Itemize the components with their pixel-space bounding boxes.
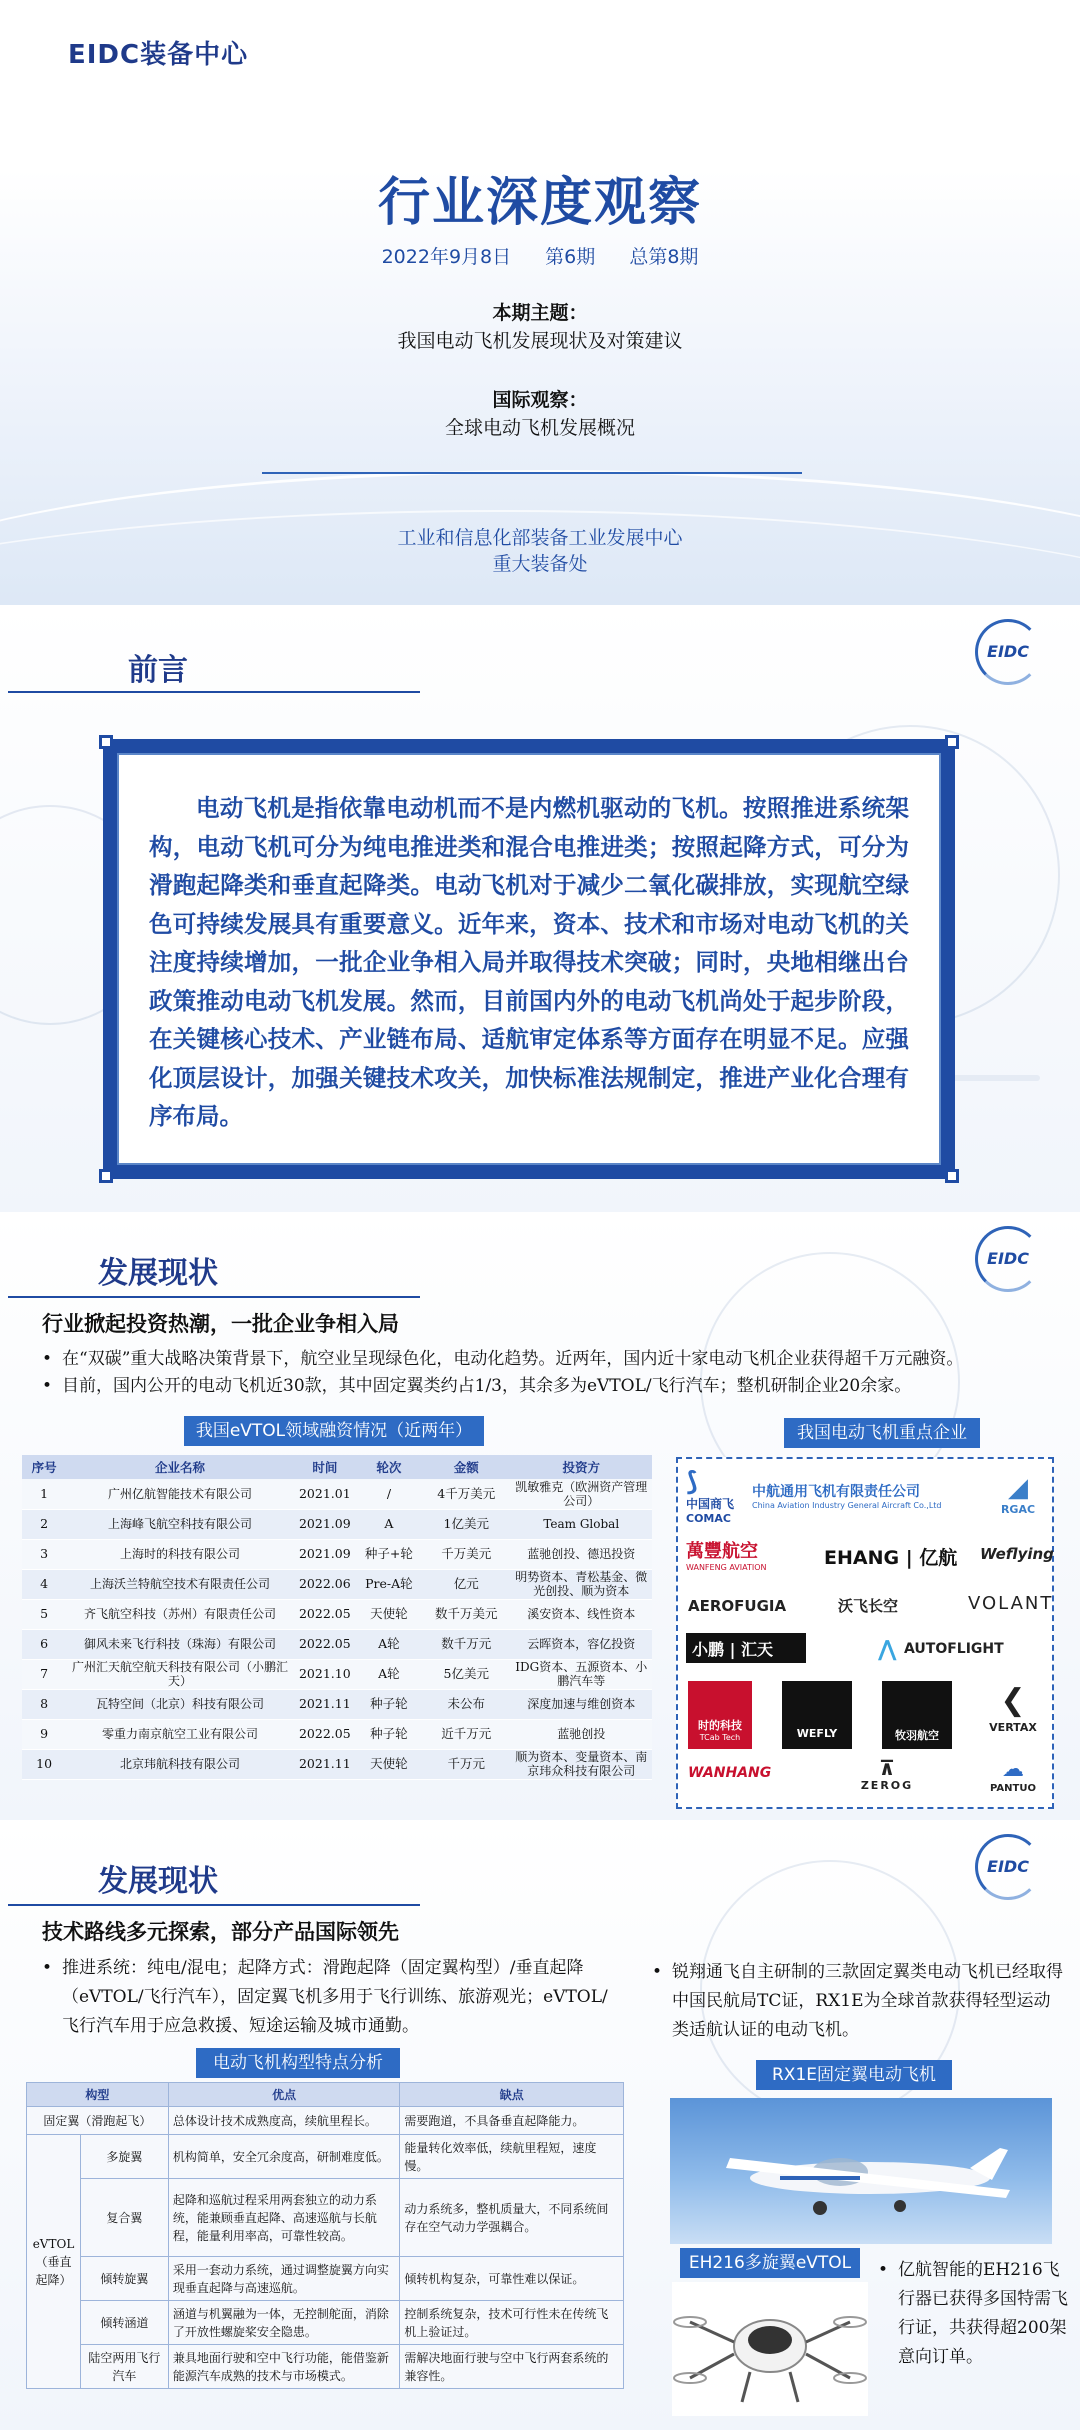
config-con: 动力系统多，整机质量大，不同系统间存在空气动力学强耦合。	[400, 2179, 624, 2257]
drone-icon	[672, 2282, 868, 2416]
table-cell: 瓦特空间（北京）科技有限公司	[66, 1689, 294, 1719]
rx1e-photo	[670, 2098, 1052, 2244]
box-corner	[945, 735, 959, 749]
table-row	[22, 1509, 652, 1539]
volant-cn-logo: 沃飞长空	[838, 1597, 899, 1615]
xpeng-aeroht-logo: 小鹏 | 汇天	[686, 1633, 806, 1663]
table-cell: 8	[22, 1689, 66, 1719]
table-row	[22, 1719, 652, 1749]
table-cell: 1亿美元	[422, 1509, 510, 1539]
zerog-mark-icon: ⊼	[878, 1756, 896, 1780]
table-cell: 2021.11	[294, 1689, 356, 1719]
table-cell: 亿元	[422, 1569, 510, 1599]
table-row	[27, 2107, 624, 2135]
evtol-group-label: eVTOL（垂直起降）	[27, 2135, 81, 2389]
table-cell: 1	[22, 1479, 66, 1509]
config-pro: 兼具地面行驶和空中飞行功能，能借鉴新能源汽车成熟的技术与市场模式。	[168, 2345, 400, 2389]
preface-text: 电动飞机是指依靠电动机而不是内燃机驱动的飞机。按照推进系统架构，电动飞机可分为纯电推进类和混合电推进类；按照起降方式，可分为滑跑起降类和垂直起降类。电动飞机对于减少二氧化碳排放，实现航空绿色可持续发展具有重要意义。近年来，资本、技术和市场对电动飞机的关注度持续增加，一批企业争相入局并取得技术突破；同时，央地相继出台政策推动电动飞机发展。然而，目前国内外的电动飞机尚处于起步阶段，在关键核心技术、产业链布局、适航审定体系等方面存在明显不足。应强化顶层设计，加强关键技术攻关，加快标准法规制定，推进产业化合理有序布局。	[149, 794, 909, 1130]
table-row	[22, 1479, 652, 1509]
table-cell: 2022.05	[294, 1599, 356, 1629]
bullet-item: • 在“双碳”重大战略决策背景下，航空业呈现绿色化，电动化趋势。近两年，国内近十家电动飞机企业获得超千万元融资。	[42, 1346, 1062, 1373]
config-con: 需解决地面行驶与空中飞行两套系统的兼容性。	[400, 2345, 624, 2389]
config-pro: 起降和巡航过程采用两套独立的动力系统，能兼顾垂直起降、高速巡航与长航程，能量利用率高，可靠性较高。	[168, 2179, 400, 2257]
box-corner	[99, 1169, 113, 1183]
table-cell: 4千万美元	[422, 1479, 510, 1509]
table-cell: 千万美元	[422, 1539, 510, 1569]
config-name: 倾转旋翼	[80, 2257, 168, 2301]
table-cell: 5	[22, 1599, 66, 1629]
issue-meta	[0, 242, 1080, 269]
heading-underline	[8, 1296, 420, 1298]
table-row	[22, 1629, 652, 1659]
config-name: 多旋翼	[80, 2135, 168, 2179]
table-cell: Team Global	[510, 1509, 652, 1539]
table-row	[27, 2301, 624, 2345]
table-cell: 2021.10	[294, 1659, 356, 1689]
config-pro: 机构简单，安全冗余度高，研制难度低。	[168, 2135, 400, 2179]
cover-section	[0, 0, 1080, 605]
config-con: 控制系统复杂，技术可行性未在传统飞机上验证过。	[400, 2301, 624, 2345]
column-header: 企业名称	[66, 1455, 294, 1479]
ehang-logo: EHANG | 亿航	[824, 1547, 958, 1569]
section-heading: 前言	[128, 653, 188, 688]
table-row	[22, 1599, 652, 1629]
bullet-item: • 推进系统：纯电/混电；起降方式：滑跑起降（固定翼构型）/垂直起降（eVTOL/飞行汽车），固定翼飞机多用于飞行训练、旅游观光；eVTOL/飞行汽车用于应急救援、短途运输及城市通勤。	[42, 1954, 624, 2041]
intl-label: 国际观察：	[492, 389, 588, 411]
total-issue-number: 总第8期	[629, 246, 699, 268]
bullet-list	[652, 1958, 1064, 2045]
divider	[262, 472, 802, 474]
wanfeng-logo: 萬豐航空 WANFENG AVIATION	[686, 1541, 767, 1572]
table-cell: 明势资本、青松基金、微光创投、顺为资本	[510, 1569, 652, 1599]
table-cell: 2022.05	[294, 1629, 356, 1659]
brand-label: EIDC装备中心	[68, 40, 249, 70]
preface-box	[103, 739, 955, 1179]
table-row	[22, 1659, 652, 1689]
table-row	[27, 2345, 624, 2389]
table-header-row	[27, 2083, 624, 2107]
table-cell: 种子+轮	[356, 1539, 422, 1569]
comac-logo: ⟆ 中国商飞 COMAC	[686, 1469, 746, 1525]
status-section-1	[0, 1212, 1080, 1820]
column-header: 投资方	[510, 1455, 652, 1479]
intl-value: 全球电动飞机发展概况	[444, 417, 635, 439]
table-cell: 7	[22, 1659, 66, 1689]
column-header: 缺点	[400, 2083, 624, 2107]
table-cell: 凯敏雅克（欧洲资产管理公司）	[510, 1479, 652, 1509]
aerofugia-logo: AEROFUGIA	[688, 1597, 787, 1615]
table-cell: 广州汇天航空航天科技有限公司（小鹏汇天）	[66, 1659, 294, 1689]
config-name: 固定翼（滑跑起飞）	[27, 2107, 169, 2135]
zerog-logo: ⊼ ZEROG	[842, 1757, 932, 1792]
column-header: 序号	[22, 1455, 66, 1479]
eh216-photo	[672, 2282, 868, 2416]
section-subtitle: 行业掀起投资热潮，一批企业争相入局	[42, 1312, 399, 1336]
eidc-logo: EIDC	[975, 1834, 1041, 1900]
column-header: 金额	[422, 1455, 510, 1479]
table-cell: 云晖资本，容亿投资	[510, 1629, 652, 1659]
config-name: 倾转涵道	[80, 2301, 168, 2345]
table-cell: 4	[22, 1569, 66, 1599]
table-caption: 电动飞机构型特点分析	[196, 2048, 400, 2078]
table-cell: 深度加速与维创资本	[510, 1689, 652, 1719]
status-section-2	[0, 1820, 1080, 2430]
heading-underline	[8, 1904, 420, 1906]
table-cell: 近千万元	[422, 1719, 510, 1749]
table-cell: 天使轮	[356, 1599, 422, 1629]
logos-caption: 我国电动飞机重点企业	[784, 1418, 980, 1448]
rgac-mark-icon: ◢	[1008, 1473, 1028, 1503]
avic-ga-logo: 中航通用飞机有限责任公司 China Aviation Industry General Aircraft Co.,Ltd	[752, 1484, 942, 1510]
table-cell: IDG资本、五源资本、小鹏汽车等	[510, 1659, 652, 1689]
table-cell: 蓝驰创投	[510, 1719, 652, 1749]
issue-date: 2022年9月8日	[381, 246, 512, 268]
bullet-item: • 亿航智能的EH216飞行器已获得多国特需飞行证，共获得超200架意向订单。	[878, 2256, 1068, 2372]
table-cell: 10	[22, 1749, 66, 1779]
table-cell: 广州亿航智能技术有限公司	[66, 1479, 294, 1509]
pantuo-logo: ☁ PANTUO	[978, 1757, 1048, 1794]
table-cell: 零重力南京航空工业有限公司	[66, 1719, 294, 1749]
table-cell: 御风未来飞行科技（珠海）有限公司	[66, 1629, 294, 1659]
table-cell: 顺为资本、变量资本、南京玮众科技有限公司	[510, 1749, 652, 1779]
autoflight-logo: AUTOFLIGHT	[904, 1641, 1004, 1657]
table-cell: 2021.09	[294, 1539, 356, 1569]
table-cell: 2021.11	[294, 1749, 356, 1779]
table-row	[27, 2179, 624, 2257]
org-name: 工业和信息化部装备工业发展中心	[397, 527, 683, 549]
table-cell: 齐飞航空科技（苏州）有限责任公司	[66, 1599, 294, 1629]
table-cell: 天使轮	[356, 1749, 422, 1779]
config-pro: 总体设计技术成熟度高，续航里程长。	[168, 2107, 400, 2135]
table-row	[22, 1749, 652, 1779]
config-pro: 采用一套动力系统，通过调整旋翼方向实现垂直起降与高速巡航。	[168, 2257, 400, 2301]
config-pro: 涵道与机翼融为一体，无控制舵面，消除了开放性螺旋桨安全隐患。	[168, 2301, 400, 2345]
table-body	[22, 1479, 652, 1779]
config-name: 陆空两用飞行汽车	[80, 2345, 168, 2389]
wefly-logo: WEFLY	[782, 1681, 852, 1749]
table-row	[27, 2257, 624, 2301]
bullet-list	[42, 1954, 624, 2041]
table-cell: 上海峰飞航空科技有限公司	[66, 1509, 294, 1539]
section-heading: 发展现状	[98, 1256, 218, 1291]
table-cell: 种子轮	[356, 1689, 422, 1719]
table-cell: 6	[22, 1629, 66, 1659]
airplane-icon	[670, 2098, 1052, 2244]
table-cell: 3	[22, 1539, 66, 1569]
table-row	[22, 1569, 652, 1599]
config-con: 能量转化效率低，续航里程短，速度慢。	[400, 2135, 624, 2179]
eidc-logo: EIDC	[975, 619, 1041, 685]
table-cell: 数千万元	[422, 1629, 510, 1659]
table-row	[22, 1689, 652, 1719]
box-corner	[945, 1169, 959, 1183]
table-cell: 9	[22, 1719, 66, 1749]
table-cell: 蓝驰创投、德迅投资	[510, 1539, 652, 1569]
table-cell: A轮	[356, 1629, 422, 1659]
org-department: 重大装备处	[492, 553, 588, 575]
table-cell: 2021.01	[294, 1479, 356, 1509]
table-cell: 种子轮	[356, 1719, 422, 1749]
preface-section	[0, 605, 1080, 1212]
column-header: 时间	[294, 1455, 356, 1479]
comac-mark-icon: ⟆	[686, 1467, 698, 1497]
table-cell: 千万元	[422, 1749, 510, 1779]
tcab-logo: 时的科技 TCab Tech	[688, 1681, 752, 1749]
bullet-item: • 锐翔通飞自主研制的三款固定翼类电动飞机已经取得中国民航局TC证，RX1E为全球首款获得轻型运动类适航认证的电动飞机。	[652, 1958, 1064, 2045]
table-row	[27, 2135, 624, 2179]
table-cell: 2	[22, 1509, 66, 1539]
eidc-logo: EIDC	[975, 1226, 1041, 1292]
bullet-list	[878, 2256, 1068, 2372]
section-subtitle: 技术路线多元探索，部分产品国际领先	[42, 1920, 399, 1944]
column-header: 优点	[168, 2083, 400, 2107]
table-cell: Pre-A轮	[356, 1569, 422, 1599]
table-cell: 5亿美元	[422, 1659, 510, 1689]
table-cell: 2022.06	[294, 1569, 356, 1599]
configuration-table	[26, 2082, 624, 2389]
rgac-logo: ◢ RGAC	[990, 1473, 1046, 1516]
weflying-logo: Weflying	[980, 1545, 1054, 1563]
theme-value: 我国电动飞机发展现状及对策建议	[397, 330, 683, 352]
photo-caption: RX1E固定翼电动飞机	[756, 2060, 952, 2090]
table-cell: 数千万美元	[422, 1599, 510, 1629]
autoflight-mark-icon: ⋀	[878, 1637, 897, 1662]
table-row	[22, 1539, 652, 1569]
wanhang-logo: WANHANG	[688, 1765, 772, 1781]
mytaxi-logo: 牧羽航空	[882, 1681, 952, 1749]
config-name: 复合翼	[80, 2179, 168, 2257]
issue-number: 第6期	[545, 246, 596, 268]
column-header: 构型	[27, 2083, 169, 2107]
column-header: 轮次	[356, 1455, 422, 1479]
box-corner	[99, 735, 113, 749]
vertax-logo: ❮ VERTAX	[980, 1681, 1046, 1734]
bullet-list	[42, 1346, 1062, 1400]
table-cell: 2022.05	[294, 1719, 356, 1749]
table-cell: 北京玮航科技有限公司	[66, 1749, 294, 1779]
table-cell: 上海时的科技有限公司	[66, 1539, 294, 1569]
financing-table	[22, 1455, 652, 1780]
key-companies-logos	[676, 1457, 1054, 1809]
photo-caption: EH216多旋翼eVTOL	[680, 2248, 860, 2278]
table-cell: 2021.09	[294, 1509, 356, 1539]
heading-underline	[8, 691, 420, 693]
cloud-icon: ☁	[1002, 1757, 1024, 1782]
theme-label: 本期主题：	[492, 302, 588, 324]
table-cell: 上海沃兰特航空技术有限责任公司	[66, 1569, 294, 1599]
table-cell: /	[356, 1479, 422, 1509]
table-cell: 未公布	[422, 1689, 510, 1719]
table-header-row	[22, 1455, 652, 1479]
config-con: 需要跑道，不具备垂直起降能力。	[400, 2107, 624, 2135]
vertax-mark-icon: ❮	[1000, 1683, 1026, 1718]
report-title: 行业深度观察	[377, 173, 702, 233]
volant-logo: VOLANT	[968, 1593, 1054, 1614]
table-cell: A	[356, 1509, 422, 1539]
table-cell: A轮	[356, 1659, 422, 1689]
table-caption: 我国eVTOL领域融资情况（近两年）	[184, 1416, 484, 1446]
table-cell: 溪安资本、线性资本	[510, 1599, 652, 1629]
section-heading: 发展现状	[98, 1864, 218, 1899]
bullet-item: • 目前，国内公开的电动飞机近30款，其中固定翼类约占1/3，其余多为eVTOL/飞行汽车；整机研制企业20余家。	[42, 1373, 1062, 1400]
config-con: 倾转机构复杂，可靠性难以保证。	[400, 2257, 624, 2301]
